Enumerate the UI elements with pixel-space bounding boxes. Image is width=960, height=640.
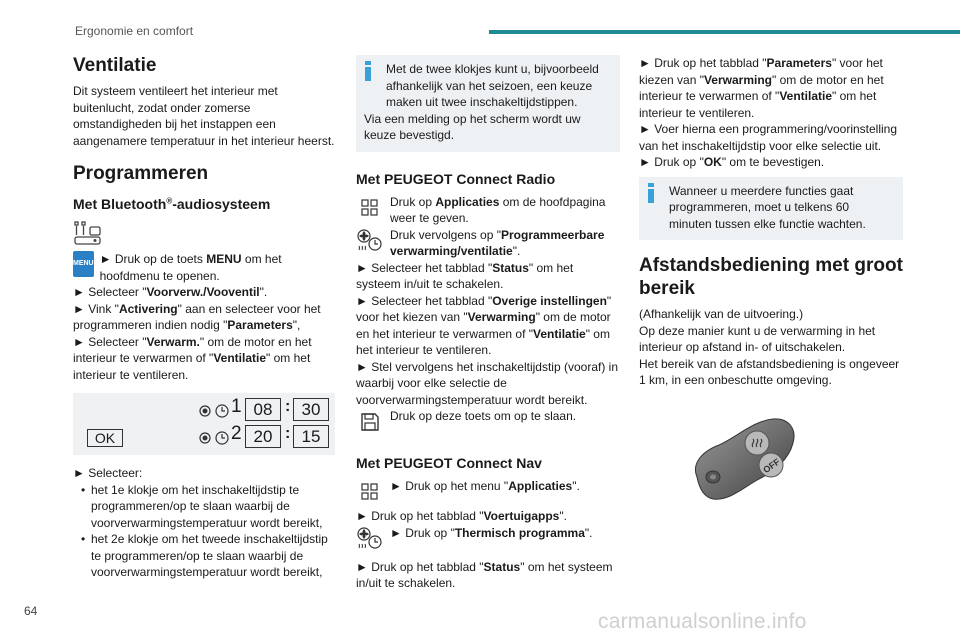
radio-step-programmeerbare: Druk vervolgens op "Programmeerbare verwarming/ventilatie". — [356, 227, 620, 260]
radio-step-status: ► Selecteer het tabblad "Status" om het systeem in/uit te schakelen. — [356, 260, 574, 291]
info-icon — [364, 61, 372, 81]
watermark-text: carmanualsonline.info — [598, 610, 807, 633]
param-step: ► Druk op het tabblad "Parameters" voor het kiezen van "Verwarming" om de motor en het interieur te verwarmen of "Ventilatie" om het interieur te ventileren. — [639, 56, 884, 120]
remote-range: Het bereik van de afstandsbediening is ongeveer 1 km, in een onbeschutte omgeving. — [639, 356, 900, 387]
step-verwarm: ► Selecteer "Verwarm." om de motor en het interieur te verwarmen of "Ventilatie" om het interieur te ventileren. — [73, 334, 312, 382]
radio-selected-icon — [199, 405, 211, 417]
fan-clock-icon — [356, 525, 384, 553]
step-menu: ► Druk op de toets MENU om het hoofdmenu te openen. — [99, 252, 282, 283]
menu-key-icon: MENU — [73, 251, 94, 277]
nav-step-voertuigapps: ► Druk op het tabblad "Voertuigapps". — [356, 509, 567, 523]
list-item: • het 2e klokje om het tweede inschakeltijdstip te programmeren/op te slaan waarbij de voorverwarmingstemperatuur wordt bereikt, — [81, 531, 335, 581]
column-1 — [73, 55, 335, 581]
radio-title: Met PEUGEOT Connect Radio — [356, 170, 556, 187]
ventilatie-body: Dit systeem ventileert het interieur met buitenlucht, zodat onder zomerse omstandigheden bij het instappen een aangenamere temperatuur in het interieur heerst. — [73, 84, 335, 148]
radio-step-tijdstip: ► Stel vervolgens het inschakeltijdstip (vooraf) in waarbij voor elke selectie de voorverwarmingstemperatuur wordt bereikt. — [356, 359, 618, 407]
timer-1-index: 1 — [231, 396, 242, 417]
header-section-label: Ergonomie en comfort — [75, 24, 194, 38]
timer-1-minutes: 30 — [293, 398, 329, 421]
remote-description: Op deze manier kunt u de verwarming in het interieur op afstand in- of uitschakelen. — [639, 323, 876, 354]
info-text-2: Via een melding op het scherm wordt uw keuze bevestigd. — [364, 111, 581, 142]
info-box-clocks — [356, 55, 620, 152]
radio-step-save: Druk op deze toets om op te slaan. — [356, 408, 620, 436]
apps-grid-icon — [356, 478, 384, 506]
timer-2-minutes: 15 — [293, 425, 329, 448]
header-accent-bar — [489, 30, 960, 34]
clock-icon — [215, 404, 229, 418]
nav-step-apps: ► Druk op het menu "Applicaties". — [356, 478, 620, 506]
bluetooth-title: Met Bluetooth®-audiosysteem — [73, 196, 271, 212]
remote-off-label: OFF — [761, 456, 782, 475]
nav-title: Met PEUGEOT Connect Nav — [356, 455, 542, 471]
page-number: 64 — [24, 604, 38, 618]
audio-settings-icon — [73, 219, 105, 247]
ok-step: ► Druk op "OK" om te bevestigen. — [639, 155, 825, 169]
list-item: • het 1e klokje om het inschakeltijdstip te programmeren/op te slaan waarbij de voorverwarmingstemperatuur wordt bereikt, — [81, 482, 335, 532]
info-icon — [647, 183, 655, 203]
clock-icon — [215, 431, 229, 445]
clock-bullet-list — [73, 482, 335, 581]
ok-button-display: OK — [87, 429, 123, 447]
apps-grid-icon — [356, 194, 384, 222]
step-select-voorverw: ► Selecteer "Voorverw./Vooventil". — [73, 285, 268, 299]
timer-display-panel — [73, 393, 335, 455]
column-3 — [639, 55, 903, 509]
ventilatie-title: Ventilatie — [73, 55, 157, 76]
step-menu-row — [73, 251, 335, 284]
nav-step-thermisch: ► Druk op "Thermisch programma". — [356, 525, 620, 553]
step-activering: ► Vink "Activering" aan en selecteer voor het programmeren indien nodig "Parameters", — [73, 301, 321, 332]
column-2 — [356, 55, 620, 592]
remote-title: Afstandsbediening met groot bereik — [639, 255, 903, 299]
programmering-step: ► Voer hierna een programmering/voorinstelling van het inschakeltijdstip voor elke selectie uit. — [639, 122, 898, 153]
info-text: Wanneer u meerdere functies gaat programmeren, moet u telkens 60 minuten tussen elke functie wachten. — [669, 183, 866, 231]
timer-2-hours: 20 — [245, 425, 281, 448]
info-box-wait — [639, 177, 903, 241]
info-text-1: Met de twee klokjes kunt u, bijvoorbeeld afhankelijk van het seizoen, een keuze maken uit twee inschakeltijdstippen. — [386, 62, 599, 109]
radio-step-overige: ► Selecteer het tabblad "Overige instellingen" voor het kiezen van "Verwarming" om de motor en het interieur te verwarmen of "Ventilatie" om het interieur te ventileren. — [356, 293, 612, 357]
select-label: ► Selecteer: — [73, 466, 143, 480]
nav-step-status: ► Druk op het tabblad "Status" om het systeem in/uit te schakelen. — [356, 559, 613, 590]
remote-availability: (Afhankelijk van de uitvoering.) — [639, 307, 804, 321]
timer-2-index: 2 — [231, 423, 242, 444]
timer-1-hours: 08 — [245, 398, 281, 421]
remote-control-image — [689, 415, 903, 510]
save-icon — [356, 408, 384, 436]
radio-step-apps: Druk op Applicaties om de hoofdpagina weer te geven. — [356, 194, 620, 227]
radio-selected-icon — [199, 432, 211, 444]
fan-clock-icon — [356, 227, 384, 255]
timer-2-colon: : — [285, 425, 291, 442]
programmeren-title: Programmeren — [73, 163, 209, 184]
timer-1-colon: : — [285, 398, 291, 415]
